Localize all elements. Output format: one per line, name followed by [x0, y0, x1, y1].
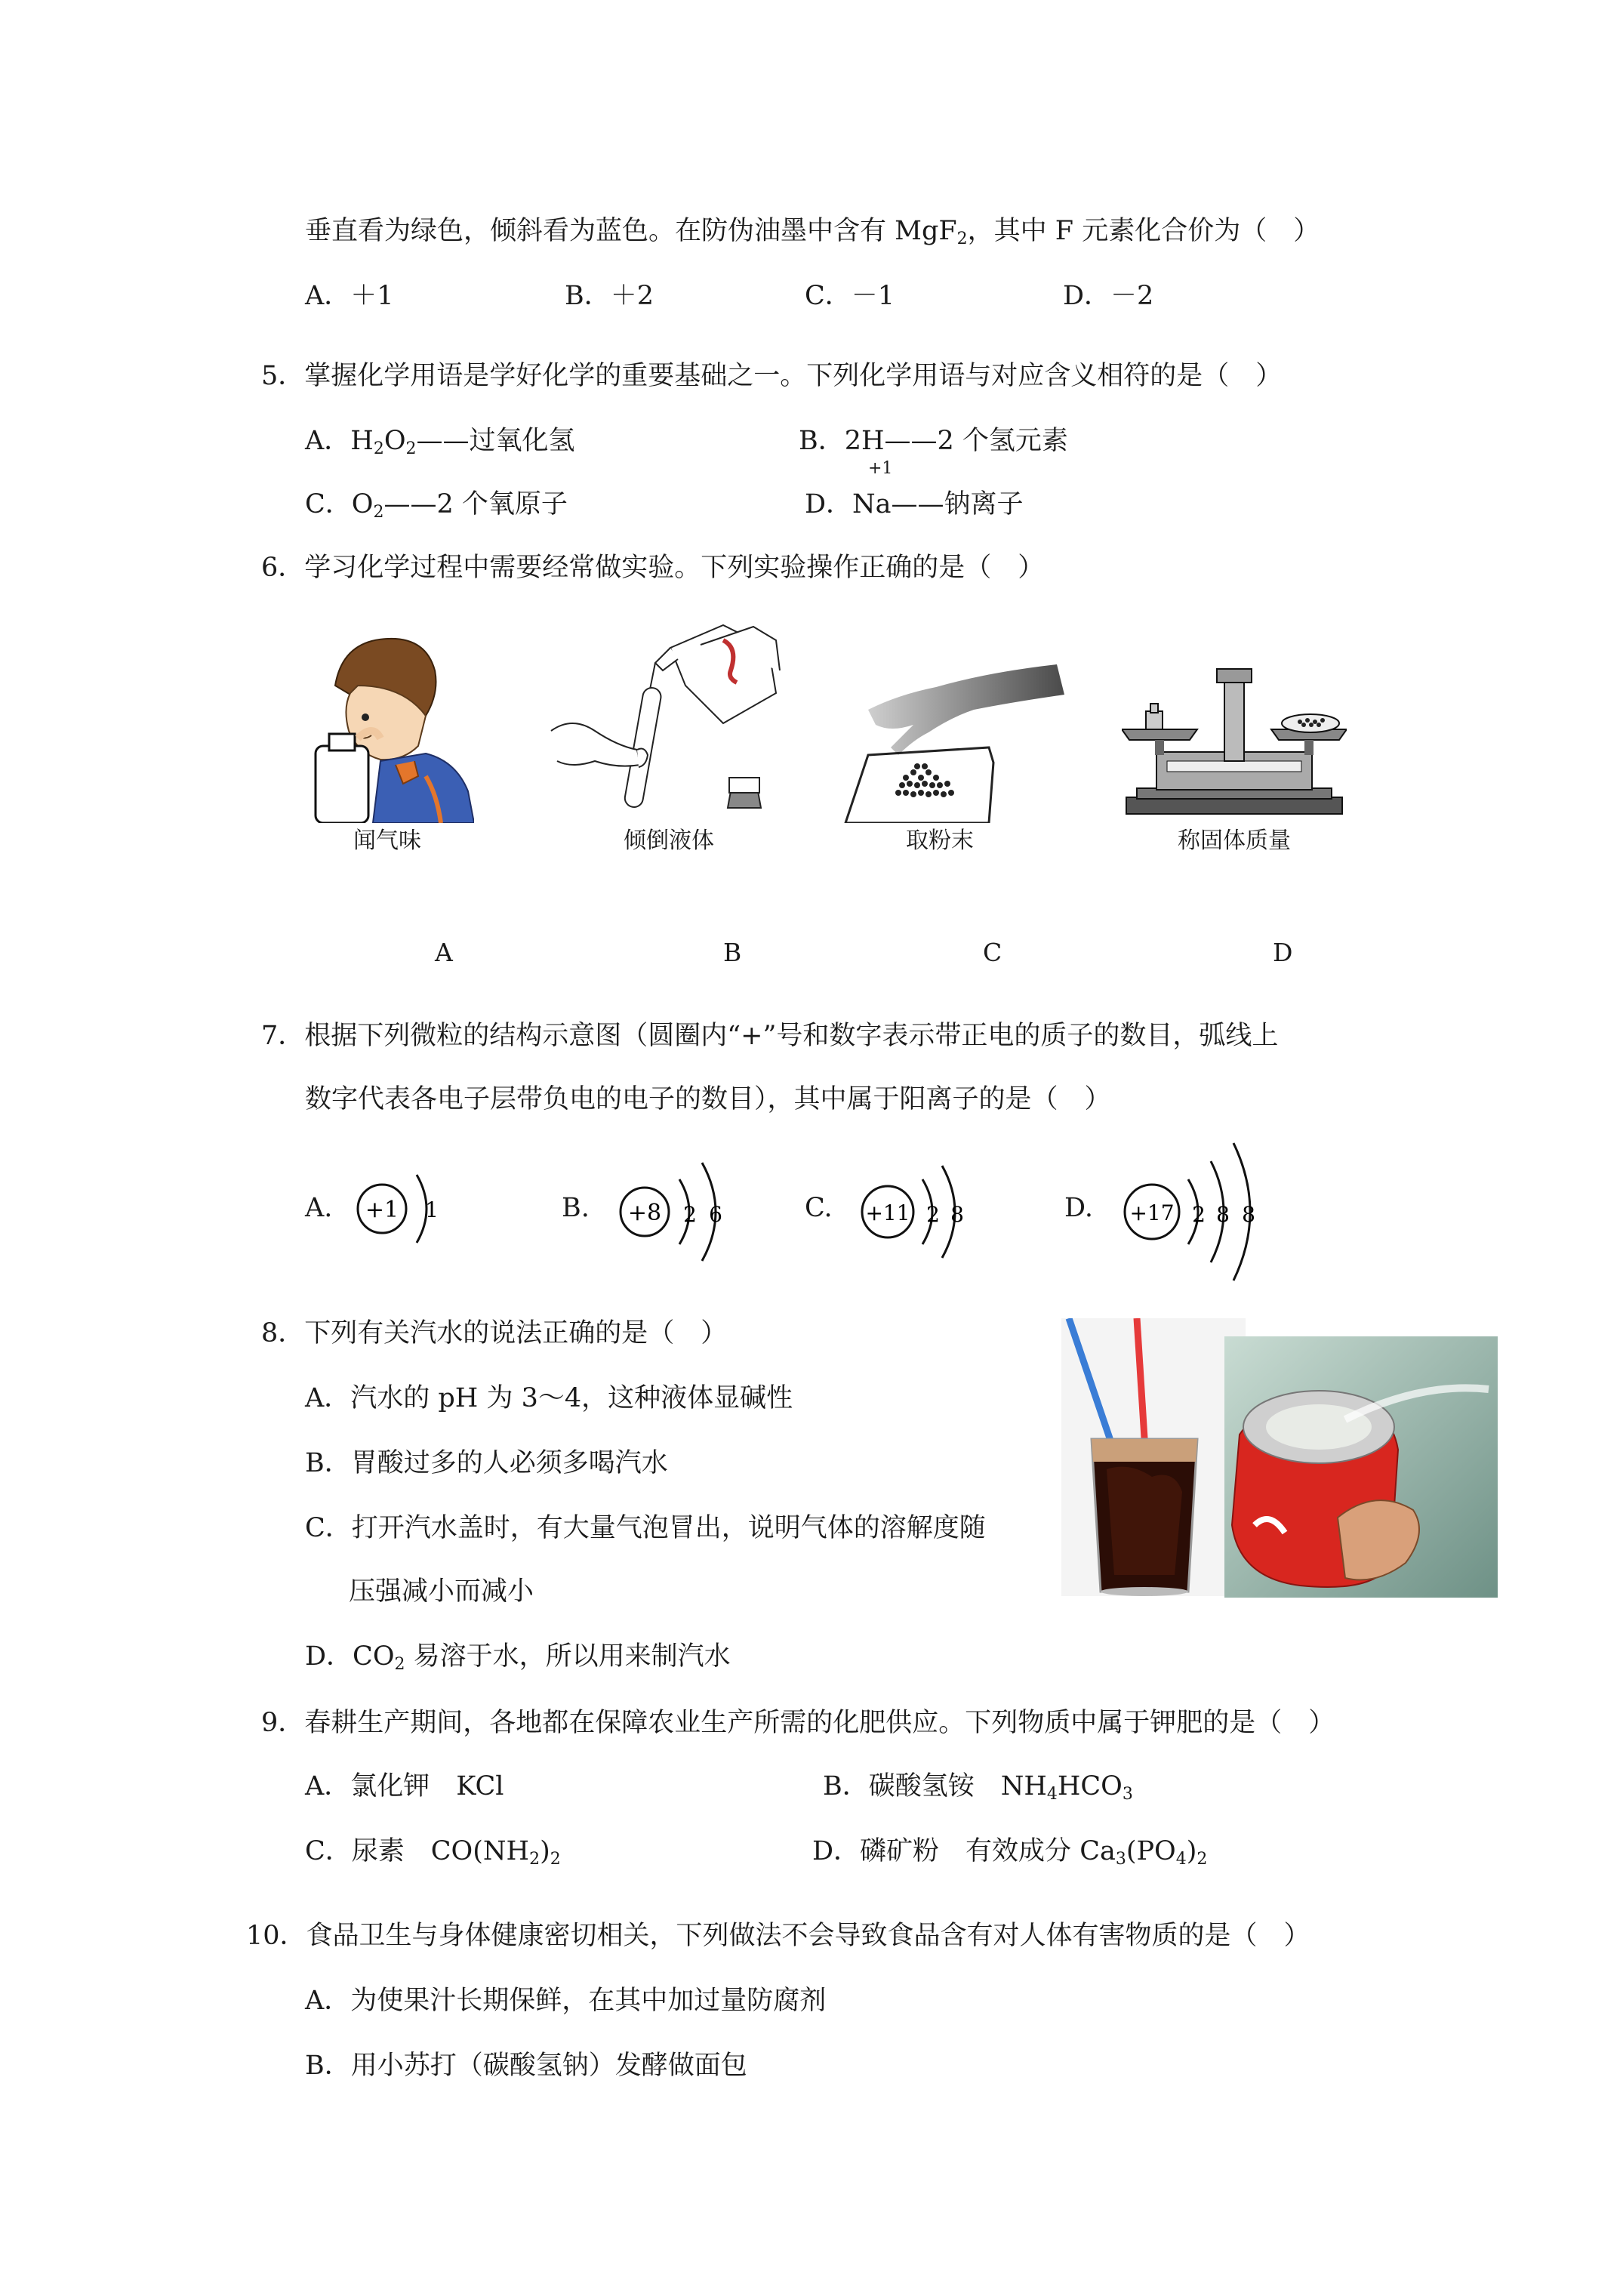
smell-gas-illustration — [313, 633, 474, 823]
q9-d-sub3: 2 — [1196, 1850, 1208, 1869]
balance-scale-illustration — [1122, 661, 1347, 820]
q9-b-sub2: 3 — [1122, 1785, 1133, 1804]
atom-c-shell-2: 8 — [950, 1202, 964, 1227]
atom-d-nucleus: +17 — [1129, 1200, 1175, 1225]
q4-stem-sub: 2 — [956, 230, 968, 248]
q9-b-pre: B．碳酸氢铵 NH — [823, 1771, 1047, 1801]
q6-letter-a[interactable]: A — [435, 938, 453, 967]
q8-stem: 8．下列有关汽水的说法正确的是（ ） — [261, 1318, 728, 1348]
atom-c-nucleus: +11 — [865, 1200, 910, 1225]
q5-a-post: ——过氧化氢 — [416, 426, 575, 456]
atom-diagram-a — [347, 1160, 453, 1258]
atom-diagram-d — [1110, 1139, 1276, 1285]
q9-d-sub2: 4 — [1175, 1850, 1187, 1869]
q10-stem: 10．食品卫生与身体健康密切相关，下列做法不会导致食品含有对人体有害物质的是（ ） — [246, 1921, 1310, 1951]
q5-stem: 5．掌握化学用语是学好化学的重要基础之一。下列化学用语与对应含义相符的是（ ） — [261, 361, 1283, 391]
q6-caption-d: 称固体质量 — [1178, 827, 1291, 854]
q4-option-d[interactable]: D．－2 — [1063, 281, 1154, 311]
q9-d-pre: D．磷矿粉 有效成分 Ca — [812, 1836, 1116, 1866]
q9-option-d[interactable] — [812, 1835, 1207, 1868]
q7-label-a[interactable]: A. — [305, 1193, 333, 1223]
q5-a-sub1: 2 — [373, 439, 384, 458]
q5-c-sub: 2 — [373, 503, 384, 522]
q5-a-pre: A．H — [305, 426, 374, 456]
q6-caption-c: 取粉末 — [906, 827, 974, 854]
q4-option-c[interactable]: C．－1 — [805, 281, 895, 311]
q9-option-a[interactable]: A．氯化钾 KCl — [305, 1771, 504, 1801]
q5-a-sub2: 2 — [405, 439, 417, 458]
atom-d-shell-3: 8 — [1242, 1202, 1255, 1227]
q5-a-mid: O — [383, 426, 406, 456]
q7-label-b[interactable]: B. — [562, 1193, 590, 1223]
q9-option-b[interactable] — [823, 1770, 1133, 1803]
q9-option-c[interactable] — [305, 1835, 561, 1868]
q5-c-pre: C．O — [305, 489, 374, 519]
soda-can-photo — [1224, 1336, 1498, 1598]
atom-d-shell-2: 8 — [1216, 1202, 1230, 1227]
q9-stem: 9．春耕生产期间，各地都在保障农业生产所需的化肥供应。下列物质中属于钾肥的是（ ） — [261, 1708, 1335, 1738]
q9-b-sub1: 4 — [1046, 1785, 1058, 1804]
q5-option-b[interactable]: B．2H——2 个氢元素 — [799, 426, 1068, 456]
pour-liquid-illustration — [550, 618, 784, 821]
cola-glass-photo — [1061, 1318, 1246, 1596]
q9-d-mid: (PO — [1126, 1836, 1176, 1866]
q4-stem-a: 垂直看为绿色，倾斜看为蓝色。在防伪油墨中含有 MgF — [305, 216, 957, 246]
q5-d-charge: +1 — [868, 459, 893, 478]
q8-option-c-line2: 压强减小而减小 — [349, 1576, 534, 1607]
q4-stem-b: ，其中 F 元素化合价为（ ） — [967, 216, 1320, 246]
atom-diagram-c — [853, 1155, 981, 1268]
q7-label-c[interactable]: C. — [805, 1193, 833, 1223]
q10-option-a[interactable]: A．为使果汁长期保鲜，在其中加过量防腐剂 — [305, 1986, 827, 2016]
q9-c-sub2: 2 — [550, 1850, 561, 1869]
q8-option-b[interactable]: B．胃酸过多的人必须多喝汽水 — [305, 1448, 668, 1478]
atom-b-shell-2: 6 — [709, 1202, 722, 1227]
q9-c-mid: ) — [540, 1836, 550, 1866]
q9-c-sub1: 2 — [529, 1850, 540, 1869]
atom-b-nucleus: +8 — [627, 1200, 662, 1226]
q9-b-mid: HCO — [1057, 1771, 1123, 1801]
atom-d-shell-1: 2 — [1192, 1202, 1206, 1227]
q5-c-post: ——2 个氧原子 — [383, 489, 568, 519]
q7-stem-line2: 数字代表各电子层带负电的电子的数目），其中属于阳离子的是（ ） — [305, 1084, 1111, 1114]
q6-letter-c[interactable]: C — [983, 938, 1002, 967]
atom-diagram-b — [610, 1155, 738, 1268]
q9-c-pre: C．尿素 CO(NH — [305, 1836, 530, 1866]
q6-caption-a: 闻气味 — [353, 827, 421, 854]
q6-stem: 6．学习化学过程中需要经常做实验。下列实验操作正确的是（ ） — [261, 553, 1045, 583]
q8-d-post: 易溶于水，所以用来制汽水 — [405, 1641, 731, 1672]
q7-stem-line1: 7．根据下列微粒的结构示意图（圆圈内“+”号和数字表示带正电的质子的数目，弧线上 — [261, 1021, 1279, 1051]
q4-option-b[interactable]: B．＋2 — [565, 281, 654, 311]
q5-option-a[interactable] — [305, 424, 575, 458]
q5-option-d[interactable]: D．Na——钠离子 — [805, 489, 1024, 519]
q8-d-sub: 2 — [394, 1655, 405, 1674]
take-powder-illustration — [838, 664, 1072, 823]
atom-a-shell-1: 1 — [425, 1197, 439, 1222]
q4-stem — [305, 214, 1320, 248]
atom-a-nucleus: +1 — [365, 1197, 399, 1223]
q7-label-d[interactable]: D. — [1064, 1193, 1093, 1223]
q4-option-a[interactable]: A．＋1 — [305, 281, 394, 311]
q5-option-c[interactable] — [305, 488, 568, 521]
q6-caption-b: 倾倒液体 — [624, 827, 714, 854]
q9-d-sub1: 3 — [1115, 1850, 1126, 1869]
q6-letter-d[interactable]: D — [1273, 938, 1293, 967]
q8-option-c-line1[interactable]: C．打开汽水盖时，有大量气泡冒出，说明气体的溶解度随 — [305, 1513, 986, 1543]
q9-d-mid2: ) — [1186, 1836, 1197, 1866]
q8-option-a[interactable]: A．汽水的 pH 为 3～4，这种液体显碱性 — [305, 1383, 793, 1413]
atom-c-shell-1: 2 — [926, 1202, 940, 1227]
atom-b-shell-1: 2 — [683, 1202, 697, 1227]
q6-letter-b[interactable]: B — [723, 938, 742, 967]
q8-d-pre: D．CO — [305, 1641, 395, 1672]
q8-option-d[interactable] — [305, 1640, 731, 1673]
q10-option-b[interactable]: B．用小苏打（碳酸氢钠）发酵做面包 — [305, 2051, 747, 2081]
